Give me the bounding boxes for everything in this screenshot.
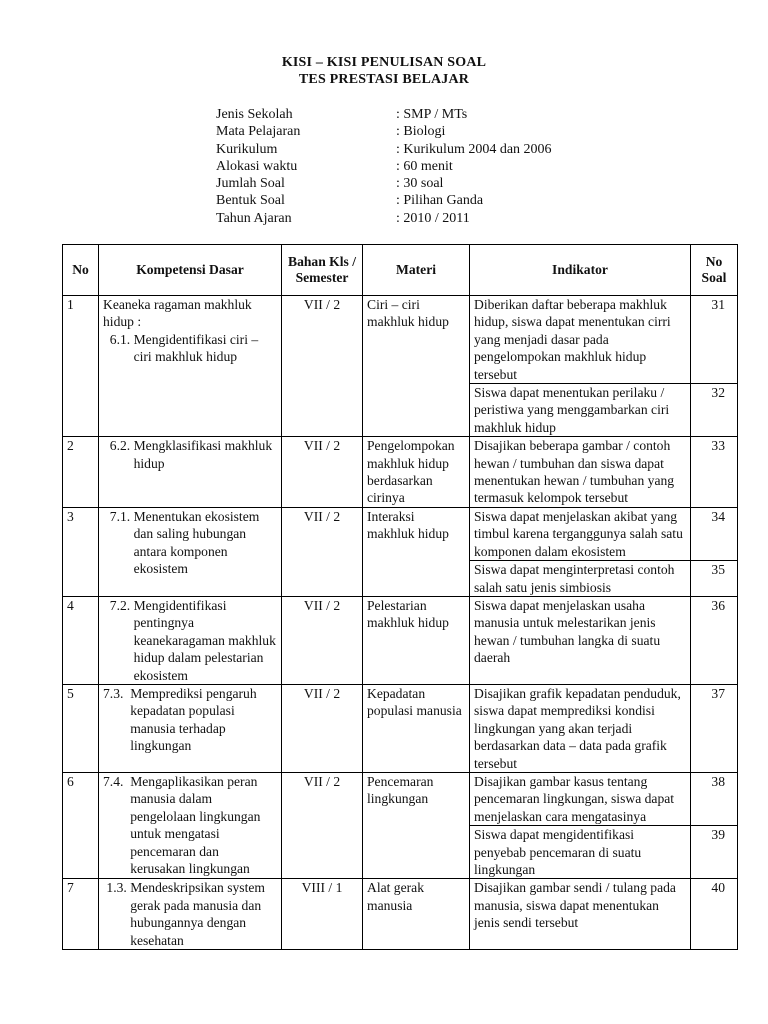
info-row	[216, 123, 552, 140]
kd-text: Mengidentifikasi pentingnya keanekaragaman makhluk hidup dalam pelestarian ekosistem	[133, 597, 276, 683]
materi-cell: Pelestarian makhluk hidup	[363, 596, 470, 684]
row-number: 1	[63, 296, 99, 437]
info-row	[216, 210, 552, 227]
indikator-cell: Siswa dapat menentukan perilaku / peristiwa yang menggambarkan ciri makhluk hidup	[470, 384, 691, 437]
info-label: Mata Pelajaran	[216, 124, 301, 140]
kompetensi-dasar-cell	[99, 879, 282, 950]
document-subtitle: TES PRESTASI BELAJAR	[298, 72, 470, 87]
no-soal-cell: 36	[691, 596, 738, 684]
info-value: : 30 soal	[396, 176, 444, 192]
header-kompetensi-dasar: Kompetensi Dasar	[99, 245, 282, 296]
kompetensi-dasar-cell	[99, 596, 282, 684]
kd-text: Memprediksi pengaruh kepadatan populasi manusia terhadap lingkungan	[130, 685, 257, 754]
info-label: Jumlah Soal	[216, 176, 285, 192]
header-no-soal: No Soal	[691, 245, 738, 296]
kd-number: 1.3.	[103, 880, 131, 896]
no-soal-cell: 39	[691, 826, 738, 879]
no-soal-cell: 31	[691, 296, 738, 384]
info-label: Kurikulum	[216, 141, 278, 157]
info-row	[216, 175, 552, 192]
no-soal-cell: 34	[691, 507, 738, 560]
table-row	[63, 296, 738, 384]
bahan-kelas-cell: VII / 2	[282, 772, 363, 878]
kompetensi-dasar-cell	[99, 437, 282, 508]
info-row	[216, 106, 552, 123]
table-row	[63, 596, 738, 684]
info-value: : Pilihan Ganda	[396, 193, 484, 209]
bahan-kelas-cell: VII / 2	[282, 296, 363, 437]
indikator-cell: Disajikan grafik kepadatan penduduk, siswa dapat memprediksi kondisi lingkungan yang akan terjadi berdasarkan data – data pada grafik tersebut	[470, 684, 691, 772]
kompetensi-dasar-cell	[99, 772, 282, 878]
document-title: KISI – KISI PENULISAN SOAL	[281, 55, 487, 70]
info-value: : Kurikulum 2004 dan 2006	[396, 141, 552, 157]
kd-text: Menentukan ekosistem dan saling hubungan antara komponen ekosistem	[133, 508, 260, 577]
no-soal-cell: 38	[691, 772, 738, 825]
row-number: 5	[63, 684, 99, 772]
kompetensi-dasar-cell	[99, 507, 282, 596]
indikator-cell: Siswa dapat menjelaskan akibat yang timbul karena terganggunya salah satu komponen dalam ekosistem	[470, 507, 691, 560]
kd-heading: Keaneka ragaman makhluk hidup :	[103, 297, 252, 330]
kd-item	[103, 685, 277, 755]
info-label: Alokasi waktu	[216, 158, 298, 174]
info-value: : 2010 / 2011	[396, 210, 470, 226]
kd-item	[103, 773, 277, 877]
row-number: 3	[63, 507, 99, 596]
info-value: : 60 menit	[396, 158, 453, 174]
kompetensi-dasar-cell	[99, 684, 282, 772]
table-row	[63, 772, 738, 825]
kd-text: Mengklasifikasi makhluk hidup	[133, 438, 273, 471]
bahan-kelas-cell: VII / 2	[282, 437, 363, 508]
info-label: Tahun Ajaran	[216, 210, 292, 226]
info-label: Jenis Sekolah	[216, 107, 293, 122]
materi-cell: Interaksi makhluk hidup	[363, 507, 470, 596]
kd-item	[103, 331, 277, 366]
indikator-cell: Diberikan daftar beberapa makhluk hidup, siswa dapat menentukan cirri yang menjadi dasar pada pengelompokan makhluk hidup tersebut	[470, 296, 691, 384]
materi-cell: Pengelompokan makhluk hidup berdasarkan cirinya	[363, 437, 470, 508]
info-row	[216, 192, 552, 209]
indikator-cell: Disajikan gambar kasus tentang pencemaran lingkungan, siswa dapat menjelaskan cara mengatasinya	[470, 772, 691, 825]
row-number: 4	[63, 596, 99, 684]
header-materi: Materi	[363, 245, 470, 296]
indikator-cell: Siswa dapat mengidentifikasi penyebab pencemaran di suatu lingkungan	[470, 826, 691, 879]
header-no: No	[63, 245, 99, 296]
kd-number: 6.1.	[103, 331, 134, 347]
bahan-kelas-cell: VII / 2	[282, 684, 363, 772]
kd-item	[103, 879, 277, 949]
bahan-kelas-cell: VII / 2	[282, 596, 363, 684]
materi-cell: Ciri – ciri makhluk hidup	[363, 296, 470, 437]
row-number: 2	[63, 437, 99, 508]
table-row	[63, 507, 738, 560]
kd-text: Mengaplikasikan peran manusia dalam pengelolaan lingkungan untuk mengatasi pencemaran dan kerusakan lingkungan	[130, 773, 261, 876]
materi-cell: Alat gerak manusia	[363, 879, 470, 950]
info-row	[216, 141, 552, 158]
kd-number: 7.4.	[103, 773, 131, 789]
no-soal-cell: 32	[691, 384, 738, 437]
kd-number: 7.3.	[103, 685, 131, 701]
kompetensi-dasar-cell	[99, 296, 282, 437]
row-number: 7	[63, 879, 99, 950]
info-block	[216, 106, 552, 227]
kd-item	[103, 437, 277, 472]
table-header-row	[63, 245, 738, 296]
header-bahan-kelas: Bahan Kls / Semester	[282, 245, 363, 296]
kd-number: 7.2.	[103, 597, 134, 613]
kd-number: 6.2.	[103, 438, 134, 454]
info-label: Bentuk Soal	[216, 193, 285, 209]
bahan-kelas-cell: VIII / 1	[282, 879, 363, 950]
info-row	[216, 158, 552, 175]
indikator-cell: Disajikan gambar sendi / tulang pada manusia, siswa dapat menentukan jenis sendi tersebut	[470, 879, 691, 950]
info-value: : Biologi	[396, 124, 446, 140]
kd-item	[103, 597, 277, 684]
kd-item	[103, 508, 277, 578]
bahan-kelas-cell: VII / 2	[282, 507, 363, 596]
info-value: : SMP / MTs	[396, 107, 468, 122]
indikator-cell: Siswa dapat menjelaskan usaha manusia untuk melestarikan jenis hewan / tumbuhan langka di suatu daerah	[470, 596, 691, 684]
row-number: 6	[63, 772, 99, 878]
materi-cell: Kepadatan populasi manusia	[363, 684, 470, 772]
table-body	[63, 296, 738, 950]
no-soal-cell: 35	[691, 561, 738, 597]
no-soal-cell: 37	[691, 684, 738, 772]
table-row	[63, 684, 738, 772]
kd-text: Mendeskripsikan system gerak pada manusia dan hubungannya dengan kesehatan	[130, 880, 265, 948]
table-row	[63, 437, 738, 508]
no-soal-cell: 33	[691, 437, 738, 508]
no-soal-cell: 40	[691, 879, 738, 950]
indikator-cell: Siswa dapat menginterpretasi contoh salah satu jenis simbiosis	[470, 561, 691, 597]
kd-text: Mengidentifikasi ciri – ciri makhluk hidup	[133, 331, 259, 365]
kd-number: 7.1.	[103, 508, 134, 524]
table-row	[63, 879, 738, 950]
materi-cell: Pencemaran lingkungan	[363, 772, 470, 878]
header-indikator: Indikator	[470, 245, 691, 296]
indikator-cell: Disajikan beberapa gambar / contoh hewan / tumbuhan dan siswa dapat menentukan hewan / tumbuhan yang termasuk kelompok tersebut	[470, 437, 691, 508]
kisi-table	[62, 244, 738, 950]
